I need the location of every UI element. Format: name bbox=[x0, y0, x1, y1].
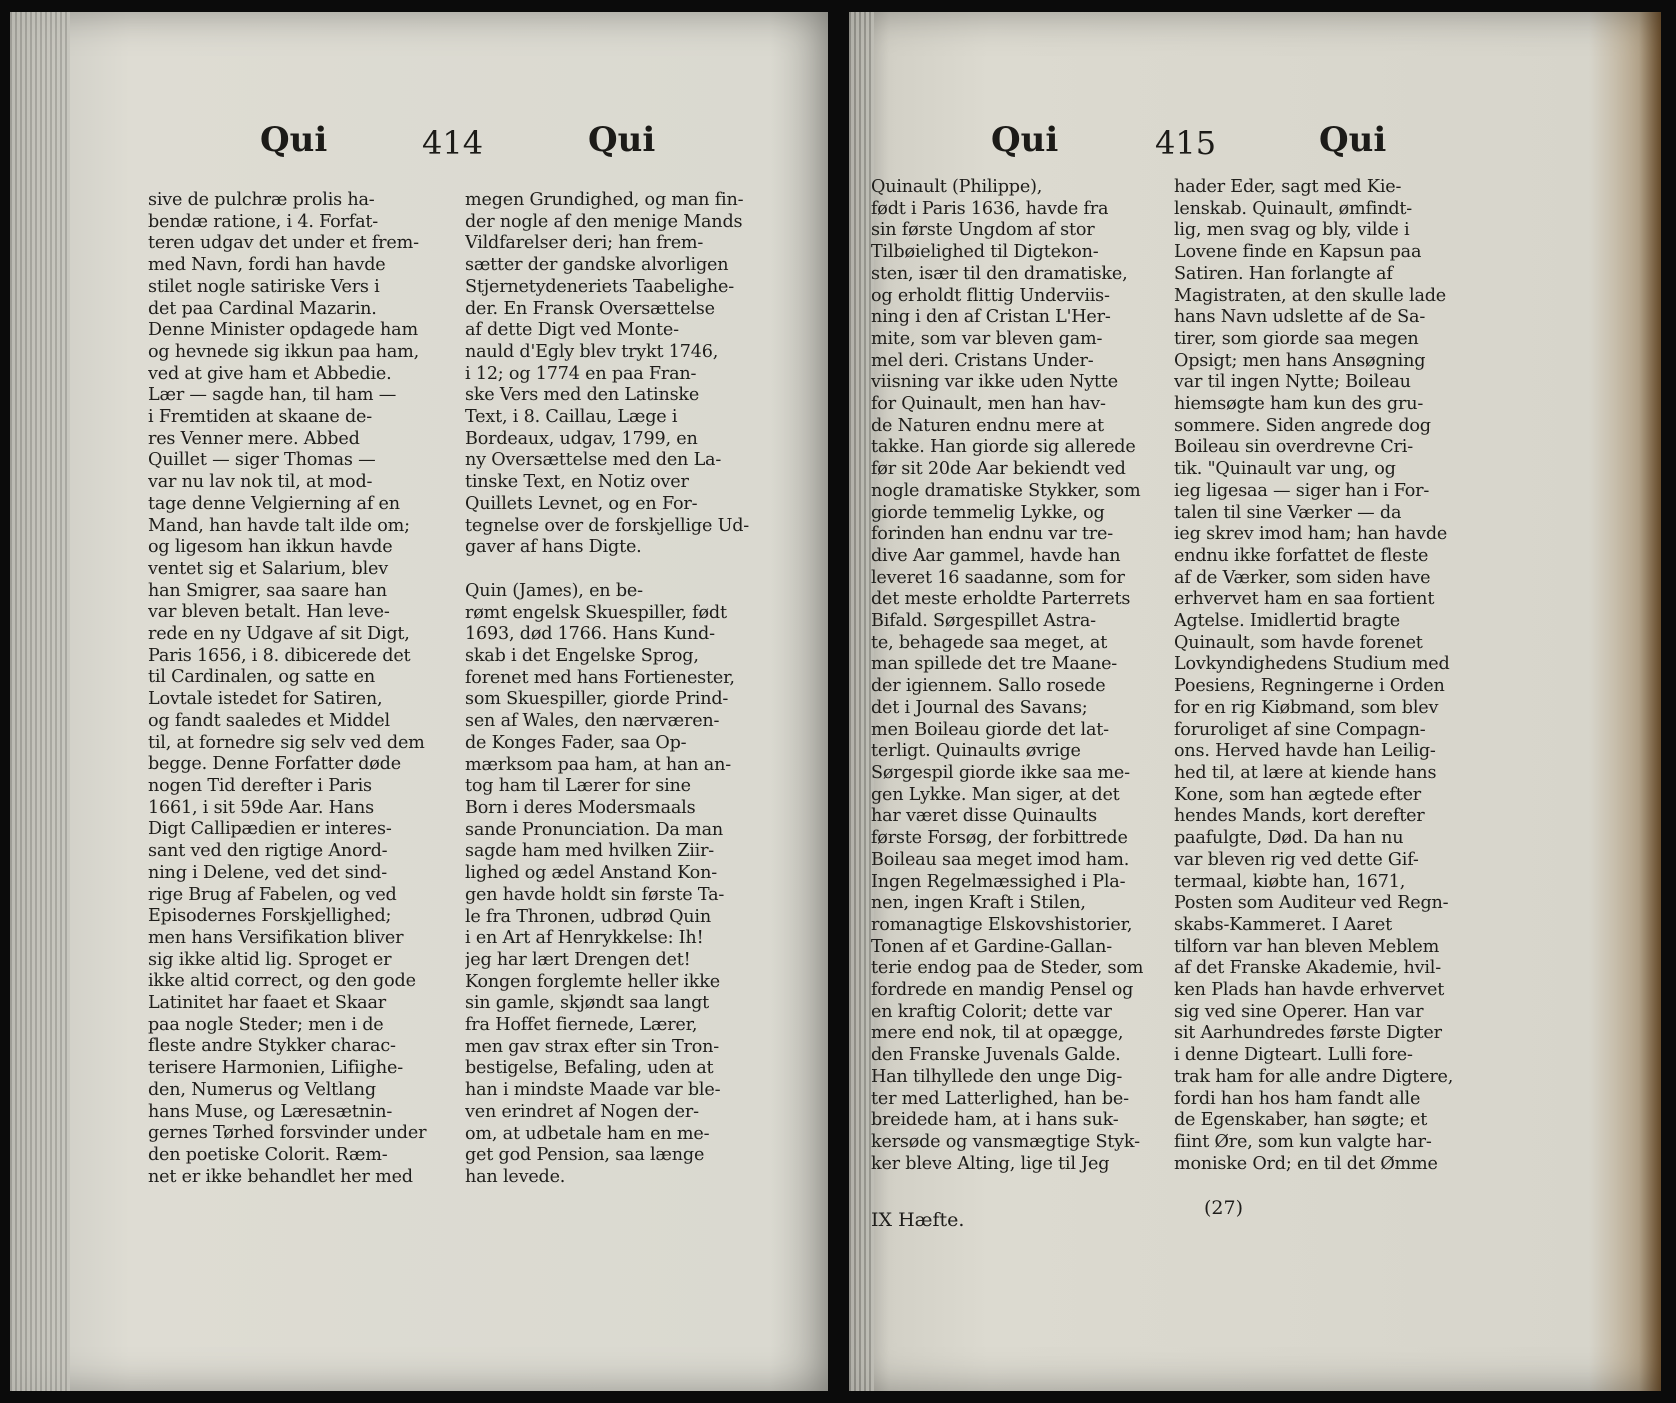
text-line: sig ved sine Operer. Han var bbox=[1174, 1001, 1424, 1022]
text-line: hiemsøgte ham kun des gru- bbox=[1174, 394, 1424, 415]
text-line: gernes Tørhed forsvinder under bbox=[148, 1123, 427, 1144]
text-line: Vildfarelser deri; han frem- bbox=[465, 233, 704, 254]
text-line: hed til, at lære at kiende hans bbox=[1174, 762, 1437, 783]
text-line: Denne Minister opdagede ham bbox=[148, 320, 418, 341]
text-line: men hans Versifikation bliver bbox=[148, 927, 404, 948]
text-line: af de Værker, som siden have bbox=[1174, 567, 1431, 588]
text-line: sen af Wales, den nærværen- bbox=[465, 711, 720, 732]
text-line: ning i den af Cristan L'Her- bbox=[871, 307, 1111, 328]
text-line: bestigelse, Befaling, uden at bbox=[465, 1058, 714, 1079]
text-line: har været disse Quinaults bbox=[871, 806, 1097, 827]
text-line: Agtelse. Imidlertid bragte bbox=[1174, 611, 1400, 632]
text-line: i 12; og 1774 en paa Fran- bbox=[465, 363, 697, 384]
text-line: som Skuespiller, giorde Prind- bbox=[465, 689, 729, 710]
text-line: bendæ ratione, i 4. Forfat- bbox=[148, 211, 378, 232]
text-line: de Naturen endnu mere at bbox=[871, 415, 1104, 436]
text-line: Han tilhyllede den unge Dig- bbox=[871, 1066, 1123, 1087]
text-line: lenskab. Quinault, ømfindt- bbox=[1174, 198, 1413, 219]
text-line: men gav strax efter sin Tron- bbox=[465, 1036, 720, 1057]
text-line: begge. Denne Forfatter døde bbox=[148, 754, 401, 775]
text-line: en kraftig Colorit; dette var bbox=[871, 1001, 1112, 1022]
text-line: sig ikke altid lig. Sproget er bbox=[148, 949, 392, 970]
left-page-column-1 bbox=[148, 190, 448, 1188]
text-line: sin gamle, skjøndt saa langt bbox=[465, 993, 710, 1014]
right-page-column-1 bbox=[871, 177, 1161, 1175]
text-line: ker bleve Alting, lige til Jeg bbox=[871, 1153, 1110, 1174]
text-line: han Smigrer, saa saare han bbox=[148, 580, 387, 601]
text-line: var nu lav nok til, at mod- bbox=[148, 472, 373, 493]
text-line: nogle dramatiske Stykker, som bbox=[871, 480, 1141, 501]
text-line: mel deri. Cristans Under- bbox=[871, 350, 1094, 371]
left-header-page-number: 414 bbox=[422, 124, 484, 162]
text-line: sant ved den rigtige Anord- bbox=[148, 841, 388, 862]
text-line: kersøde og vansmægtige Styk- bbox=[871, 1131, 1140, 1152]
text-line: hader Eder, sagt med Kie- bbox=[1174, 177, 1402, 197]
text-line: det paa Cardinal Mazarin. bbox=[148, 298, 377, 319]
text-line: Text, i 8. Caillau, Læge i bbox=[465, 407, 678, 428]
text-line: fiint Øre, som kun valgte har- bbox=[1174, 1131, 1432, 1152]
text-line: tage denne Velgierning af en bbox=[148, 493, 400, 514]
text-line: ventet sig et Salarium, blev bbox=[148, 558, 388, 579]
text-line: Mand, han havde talt ilde om; bbox=[148, 515, 410, 536]
text-line: det meste erholdte Parterrets bbox=[871, 589, 1131, 610]
text-line: gen Lykke. Man siger, at det bbox=[871, 784, 1120, 805]
text-line: teren udgav det under et frem- bbox=[148, 233, 419, 254]
text-line: i denne Digteart. Lulli fore- bbox=[1174, 1045, 1413, 1066]
text-line: gaver af hans Digte. bbox=[465, 537, 642, 558]
right-header-right-word: Qui bbox=[1319, 120, 1387, 160]
text-line: forinden han endnu var tre- bbox=[871, 524, 1113, 545]
text-line: ny Oversættelse med den La- bbox=[465, 450, 722, 471]
text-line: Lær — sagde han, til ham — bbox=[148, 385, 397, 406]
text-line: hans Muse, og Læresætnin- bbox=[148, 1101, 393, 1122]
right-page-column-2 bbox=[1174, 177, 1464, 1175]
text-line: Episodernes Forskjellighed; bbox=[148, 906, 392, 927]
text-line: sten, især til den dramatiske, bbox=[871, 263, 1128, 284]
text-line: hans Navn udslette af de Sa- bbox=[1174, 307, 1426, 328]
text-line: 1661, i sit 59de Aar. Hans bbox=[148, 797, 375, 818]
text-line: ken Plads han havde erhvervet bbox=[1174, 980, 1445, 1001]
text-line: Quinault (Philippe), bbox=[871, 177, 1043, 197]
text-line: hendes Mands, kort derefter bbox=[1174, 806, 1425, 827]
text-line: Lovene finde en Kapsun paa bbox=[1174, 242, 1422, 263]
text-line: sande Pronunciation. Da man bbox=[465, 819, 724, 840]
text-line: fordrede en mandig Pensel og bbox=[871, 980, 1134, 1001]
left-header-right-word: Qui bbox=[588, 120, 656, 160]
text-line: nen, ingen Kraft i Stilen, bbox=[871, 893, 1086, 914]
text-line: sommere. Siden angrede dog bbox=[1174, 415, 1431, 436]
text-line: der. En Fransk Oversættelse bbox=[465, 298, 715, 319]
text-line: termaal, kiøbte han, 1671, bbox=[1174, 871, 1406, 892]
text-line: terie endog paa de Steder, som bbox=[871, 958, 1144, 979]
text-line: den, Numerus og Veltlang bbox=[148, 1079, 376, 1100]
text-line: men Boileau giorde det lat- bbox=[871, 719, 1109, 740]
text-line: sagde ham med hvilken Ziir- bbox=[465, 841, 715, 862]
text-line: Paris 1656, i 8. dibicerede det bbox=[148, 645, 411, 666]
left-page-edge bbox=[10, 12, 70, 1391]
text-line: stilet nogle satiriske Vers i bbox=[148, 276, 380, 297]
text-line: tinske Text, en Notiz over bbox=[465, 472, 689, 493]
text-line: mite, som var bleven gam- bbox=[871, 328, 1103, 349]
text-line: nogen Tid derefter i Paris bbox=[148, 775, 372, 796]
right-page-header bbox=[849, 120, 1661, 170]
text-line: net er ikke behandlet her med bbox=[148, 1166, 413, 1187]
text-line: romanagtige Elskovshistorier, bbox=[871, 914, 1133, 935]
text-line: Born i deres Modersmaals bbox=[465, 797, 696, 818]
text-line: giorde temmelig Lykke, og bbox=[871, 502, 1105, 523]
text-line: lighed og ædel Anstand Kon- bbox=[465, 863, 717, 884]
text-line: Magistraten, at den skulle lade bbox=[1174, 285, 1447, 306]
text-line: Digt Callipædien er interes- bbox=[148, 819, 392, 840]
text-line: Lovtale istedet for Satiren, bbox=[148, 689, 383, 710]
text-line: de Egenskaber, han søgte; et bbox=[1174, 1110, 1428, 1131]
sheet-number: (27) bbox=[1204, 1197, 1244, 1219]
text-line: paafulgte, Død. Da han nu bbox=[1174, 828, 1404, 849]
text-line: talen til sine Værker — da bbox=[1174, 502, 1402, 523]
text-line: de Konges Fader, saa Op- bbox=[465, 732, 687, 753]
text-line: ning i Delene, ved det sind- bbox=[148, 862, 387, 883]
text-line: med Navn, fordi han havde bbox=[148, 255, 386, 276]
text-line: Quinault, som havde forenet bbox=[1174, 632, 1423, 653]
text-line: tilforn var han bleven Meblem bbox=[1174, 936, 1440, 957]
text-line: skabs-Kammeret. I Aaret bbox=[1174, 914, 1392, 935]
signature-mark: IX Hæfte. bbox=[871, 1209, 965, 1231]
text-line: endnu ikke forfattet de fleste bbox=[1174, 545, 1429, 566]
text-line: man spillede det tre Maane- bbox=[871, 654, 1118, 675]
text-line: lig, men svag og bly, vilde i bbox=[1174, 220, 1410, 241]
text-line: før sit 20de Aar bekiendt ved bbox=[871, 459, 1126, 480]
text-line: ven erindret af Nogen der- bbox=[465, 1101, 699, 1122]
text-line: fra Hoffet fiernede, Lærer, bbox=[465, 1015, 698, 1036]
right-page bbox=[849, 12, 1661, 1391]
text-line: viisning var ikke uden Nytte bbox=[871, 372, 1118, 393]
text-line: ieg ligesaa — siger han i For- bbox=[1174, 480, 1430, 501]
left-page bbox=[10, 12, 828, 1391]
text-line: sit Aarhundredes første Digter bbox=[1174, 1023, 1442, 1044]
text-line: den poetiske Colorit. Ræm- bbox=[148, 1144, 388, 1165]
text-line: rømt engelsk Skuespiller, født bbox=[465, 602, 727, 623]
text-line: han levede. bbox=[465, 1166, 566, 1187]
text-line: tik. "Quinault var ung, og bbox=[1174, 459, 1396, 480]
text-line: mærksom paa ham, at han an- bbox=[465, 754, 731, 775]
text-line: mere end nok, til at opægge, bbox=[871, 1023, 1124, 1044]
text-line: Ingen Regelmæssighed i Pla- bbox=[871, 871, 1126, 892]
text-line: gen havde holdt sin første Ta- bbox=[465, 884, 725, 905]
text-line: Bifald. Sørgespillet Astra- bbox=[871, 611, 1096, 632]
text-line: breidede ham, at i hans suk- bbox=[871, 1110, 1119, 1131]
text-line: takke. Han giorde sig allerede bbox=[871, 437, 1136, 458]
scan-divider bbox=[828, 0, 849, 1403]
text-line: Bordeaux, udgav, 1799, en bbox=[465, 428, 698, 449]
text-line: Boileau sin overdrevne Cri- bbox=[1174, 437, 1413, 458]
text-line: af det Franske Akademie, hvil- bbox=[1174, 958, 1441, 979]
text-line: og fandt saaledes et Middel bbox=[148, 710, 390, 731]
text-line: var bleven rig ved dette Gif- bbox=[1174, 849, 1419, 870]
text-line: terligt. Quinaults øvrige bbox=[871, 741, 1081, 762]
text-line: Stjernetydeneriets Taabelighe- bbox=[465, 276, 734, 297]
text-line: og hevnede sig ikkun paa ham, bbox=[148, 341, 419, 362]
text-line: til, at fornedre sig selv ved dem bbox=[148, 732, 425, 753]
text-line: Tonen af et Gardine-Gallan- bbox=[871, 936, 1112, 957]
text-line: i en Art af Henrykkelse: Ih! bbox=[465, 928, 704, 949]
text-line: megen Grundighed, og man fin- bbox=[465, 190, 744, 210]
text-line: sin første Ungdom af stor bbox=[871, 220, 1095, 241]
text-line: foruroliget af sine Compagn- bbox=[1174, 719, 1426, 740]
text-line: fordi han hos ham fandt alle bbox=[1174, 1088, 1421, 1109]
text-line: i Fremtiden at skaane de- bbox=[148, 407, 373, 428]
text-line: get god Pension, saa længe bbox=[465, 1145, 705, 1166]
right-header-left-word: Qui bbox=[991, 120, 1059, 160]
text-line: paa nogle Steder; men i de bbox=[148, 1014, 384, 1035]
right-header-page-number: 415 bbox=[1155, 124, 1217, 162]
text-line: Tilbøielighed til Digtekon- bbox=[871, 242, 1099, 263]
text-line: den Franske Juvenals Galde. bbox=[871, 1045, 1121, 1066]
text-line: tirer, som giorde saa megen bbox=[1174, 328, 1419, 349]
text-line: ske Vers med den Latinske bbox=[465, 385, 700, 406]
text-line: erhvervet ham en saa fortient bbox=[1174, 589, 1435, 610]
text-line: var til ingen Nytte; Boileau bbox=[1174, 372, 1411, 393]
text-line: ons. Herved havde han Leilig- bbox=[1174, 741, 1436, 762]
text-line: Opsigt; men hans Ansøgning bbox=[1174, 350, 1426, 371]
text-line: dive Aar gammel, havde han bbox=[871, 545, 1121, 566]
text-line: trak ham for alle andre Digtere, bbox=[1174, 1066, 1454, 1087]
text-line: Lovkyndighedens Studium med bbox=[1174, 654, 1450, 675]
text-line: han i mindste Maade var ble- bbox=[465, 1080, 721, 1101]
text-line: leveret 16 saadanne, som for bbox=[871, 567, 1125, 588]
text-line: moniske Ord; en til det Ømme bbox=[1174, 1153, 1438, 1174]
text-line: for Quinault, men han hav- bbox=[871, 394, 1106, 415]
text-line: jeg har lært Drengen det! bbox=[465, 949, 691, 970]
text-line: af dette Digt ved Monte- bbox=[465, 320, 679, 341]
text-line: Kongen forglemte heller ikke bbox=[465, 971, 720, 992]
text-line: tog ham til Lærer for sine bbox=[465, 776, 691, 797]
text-line: nauld d'Egly blev trykt 1746, bbox=[465, 341, 719, 362]
text-line: sive de pulchræ prolis ha- bbox=[148, 190, 375, 210]
text-line: forenet med hans Fortienester, bbox=[465, 667, 735, 688]
text-line: var bleven betalt. Han leve- bbox=[148, 602, 390, 623]
text-line: Latinitet har faaet et Skaar bbox=[148, 993, 386, 1014]
text-line: og ligesom han ikkun havde bbox=[148, 537, 393, 558]
text-line: Quin (James), en be- bbox=[465, 580, 643, 601]
text-line: fleste andre Stykker charac- bbox=[148, 1036, 396, 1057]
text-line: ieg skrev imod ham; han havde bbox=[1174, 524, 1448, 545]
text-line: rige Brug af Fabelen, og ved bbox=[148, 884, 397, 905]
left-page-column-2 bbox=[465, 190, 765, 1189]
text-line: Quillets Levnet, og en For- bbox=[465, 493, 698, 514]
text-line: te, behagede saa meget, at bbox=[871, 632, 1108, 653]
text-line: sætter der gandske alvorligen bbox=[465, 255, 729, 276]
text-line: Sørgespil giorde ikke saa me- bbox=[871, 762, 1130, 783]
left-header-left-word: Qui bbox=[260, 120, 328, 160]
text-line: rede en ny Udgave af sit Digt, bbox=[148, 624, 410, 645]
text-line: Satiren. Han forlangte af bbox=[1174, 263, 1393, 284]
text-line: Boileau saa meget imod ham. bbox=[871, 849, 1130, 870]
text-line: le fra Thronen, udbrød Quin bbox=[465, 906, 711, 927]
text-line: første Forsøg, der forbittrede bbox=[871, 828, 1128, 849]
text-line: for en rig Kiøbmand, som blev bbox=[1174, 697, 1439, 718]
text-line: ikke altid correct, og den gode bbox=[148, 971, 416, 992]
text-line: Quillet — siger Thomas — bbox=[148, 450, 376, 471]
text-line: Poesiens, Regningerne i Orden bbox=[1174, 676, 1445, 697]
text-line: terisere Harmonien, Lifiighe- bbox=[148, 1058, 404, 1079]
text-line: om, at udbetale ham en me- bbox=[465, 1123, 710, 1144]
text-line: Posten som Auditeur ved Regn- bbox=[1174, 893, 1449, 914]
text-line: der nogle af den menige Mands bbox=[465, 211, 743, 232]
text-line: tegnelse over de forskjellige Ud- bbox=[465, 515, 750, 536]
text-line: skab i det Engelske Sprog, bbox=[465, 646, 699, 667]
quin-entry bbox=[465, 581, 765, 1189]
text-line: født i Paris 1636, havde fra bbox=[871, 198, 1109, 219]
text-line: det i Journal des Savans; bbox=[871, 697, 1088, 718]
text-line: til Cardinalen, og satte en bbox=[148, 667, 375, 688]
quillet-entry-continuation bbox=[465, 190, 765, 559]
text-line: 1693, død 1766. Hans Kund- bbox=[465, 624, 715, 645]
text-line: der igiennem. Sallo rosede bbox=[871, 676, 1106, 697]
text-line: ter med Latterlighed, han be- bbox=[871, 1088, 1129, 1109]
text-line: res Venner mere. Abbed bbox=[148, 428, 360, 449]
text-line: ved at give ham et Abbedie. bbox=[148, 363, 392, 384]
left-page-header bbox=[10, 120, 828, 170]
text-line: Kone, som han ægtede efter bbox=[1174, 784, 1421, 805]
text-line: og erholdt flittig Underviis- bbox=[871, 285, 1110, 306]
